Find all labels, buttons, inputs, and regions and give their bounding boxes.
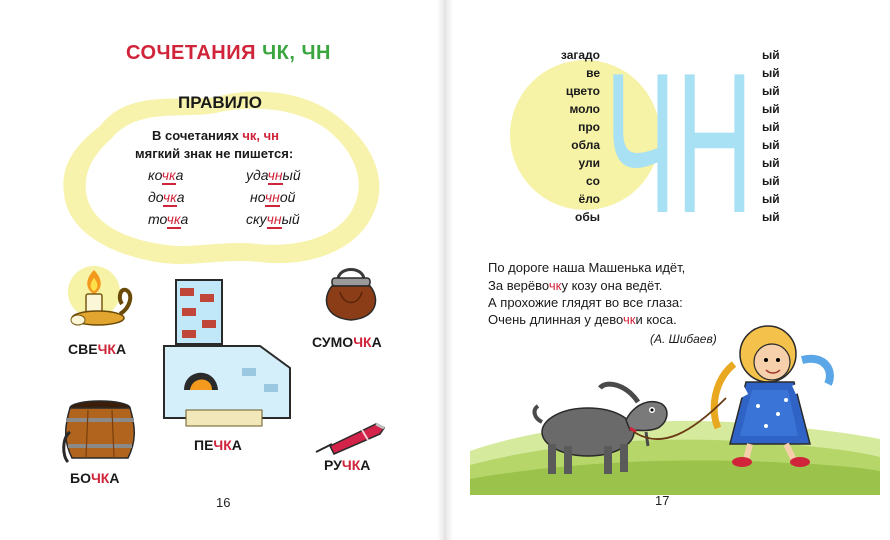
word-start: моло [569,102,600,116]
word-highlight: ЧК [213,437,232,453]
example-word [250,189,295,205]
poem-line [488,295,683,310]
word-start: про [578,120,600,134]
page-title [126,42,331,65]
word-end: ый [762,174,780,188]
rule-line1-highlight: чк, чн [242,128,280,143]
word-post: А [115,341,127,357]
word-start: ве [586,66,600,80]
word-highlight: ЧК [353,334,372,350]
rule-text-line2: мягкий знак не пишется: [135,146,294,161]
example-highlight: чк [166,211,181,227]
poem-text: А прохожие глядят во все глаза: [488,295,683,310]
word-start: со [585,174,600,188]
title-part2: ЧК, [262,42,296,64]
example-word [246,167,301,183]
word-sumochka [312,334,382,350]
word-end: ый [762,156,780,170]
example-highlight: чн [264,189,280,205]
word-post: А [371,334,382,350]
word-end: ый [762,84,780,98]
word-post: А [231,437,242,453]
word-start: обла [571,138,600,152]
big-letters-chn [604,40,754,222]
word-post: А [109,470,120,486]
poem-text: Очень длинная у дево [488,312,623,327]
pen-icon [310,418,390,458]
example-highlight: чн [267,167,283,183]
word-highlight: ЧК [341,457,361,473]
word-pre: ПЕ [194,437,214,453]
word-svechka [68,341,126,357]
word-end: ый [762,48,780,62]
candle-icon [64,264,140,334]
word-start: загадо [560,48,600,62]
stove-icon [156,272,298,432]
word-end: ый [762,138,780,152]
example-post: ый [282,167,301,183]
book-gutter [437,0,453,540]
big-letters-text: ЧН [605,40,753,222]
example-word [148,189,185,205]
word-pre: БО [70,470,91,486]
example-word [246,211,300,227]
example-post: ый [281,211,300,227]
rule-line1-prefix: В сочетаниях [152,128,239,143]
example-pre: ко [148,167,162,183]
poem-highlight: чк [548,278,562,293]
poem-highlight: чк [622,312,636,327]
word-pre: РУ [324,457,342,473]
example-word [148,211,188,227]
poem-text: у козу она ведёт. [561,278,663,293]
rule-heading: ПРАВИЛО [178,93,262,112]
word-end: ый [762,192,780,206]
word-pre: СВЕ [68,341,98,357]
word-end: ый [762,120,780,134]
example-pre: то [148,211,167,227]
page-number-left: 16 [216,495,231,510]
word-highlight: ЧК [97,341,116,357]
poem-line [488,312,677,327]
example-highlight: чк [162,189,177,205]
title-part3: ЧН [301,42,331,64]
word-post: А [360,457,371,473]
example-pre: до [148,189,163,205]
leash-rope [632,392,728,452]
poem-text: За верёво [488,278,549,293]
word-ruchka [324,457,370,473]
poem-line [488,278,662,293]
purse-icon [322,262,380,324]
example-post: а [175,167,184,183]
word-bochka [70,470,119,486]
word-start: ёло [578,192,600,206]
example-word [148,167,183,183]
poem-text: По дороге наша Машенька идёт, [488,260,686,275]
word-highlight: ЧК [90,470,110,486]
rule-box-background [60,86,386,268]
poem-text: и коса. [635,312,677,327]
example-pre: уда [246,167,268,183]
title-part1: СОЧЕТАНИЯ [126,42,256,64]
example-post: а [180,211,189,227]
word-start: цвето [565,84,600,98]
page-number-right: 17 [655,493,670,508]
rule-text-line1 [152,128,279,143]
word-start: обы [575,210,600,224]
word-start: ули [578,156,600,170]
example-pre: но [250,189,265,205]
example-highlight: чн [266,211,282,227]
word-pre: СУМО [312,334,354,350]
word-end: ый [762,102,780,116]
word-pechka [194,437,242,453]
poem-line [488,260,685,275]
example-highlight: чк [161,167,176,183]
example-pre: ску [246,211,267,227]
example-post: а [176,189,185,205]
word-end: ый [762,210,780,224]
word-end: ый [762,66,780,80]
poem-author: (А. Шибаев) [650,332,717,346]
example-post: ой [279,189,296,205]
barrel-icon [58,398,138,466]
